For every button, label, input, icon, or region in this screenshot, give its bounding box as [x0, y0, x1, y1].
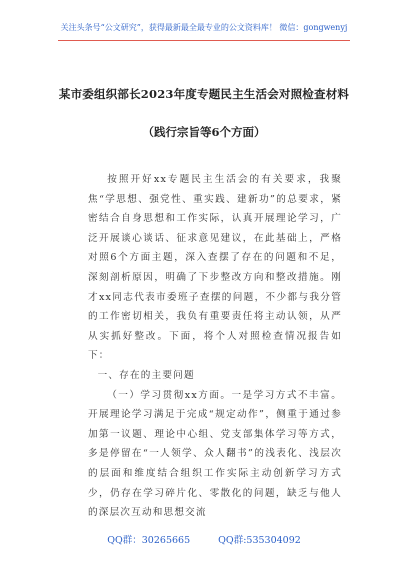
intro-paragraph: 按照开好xx专题民主生活会的有关要求，我聚焦“学思想、强党性、重实践、建新功”的总要求，紧密结合自身思想和工作实际，认真开展理论学习，广泛开展谈心谈话、征求意见建议，在此基础上，严格对照6个方面主题，深入查摆了存在的问题和不足，深刻剖析原因，明确了下步整改方向和整改措施。刚才xx同志代表市委班子查摆的问题，不少都与我分管的工作密切相关，我负有重要责任将主动认领，从严从实抓好整改。下面，将个人对照检查情况报告如下： — [88, 174, 342, 362]
footer-qq-group-1: QQ群：30265665 — [107, 535, 191, 546]
header-banner — [0, 22, 408, 34]
section-heading: 一、存在的主要问题 — [97, 369, 195, 381]
header-banner-text: 关注头条号“公文研究”，获得最新最全最专业的公文资料库！ 微信：gongwenyj — [60, 23, 348, 32]
header-divider — [58, 40, 350, 41]
footer-contact — [0, 532, 408, 546]
subsection-paragraph: （一）学习贯彻xx方面。一是学习方式不丰富。开展理论学习满足于完成“规定动作”，侧重于通过参加第一议题、理论中心组、党支部集体学习等方式，多是停留在“一人领学、众人翻书”的浅表化、浅层次的层面和维度结合组织工作实际主动创新学习方式少，仍存在学习碎片化、零散化的问题，缺乏与他人的深层次互动和思想交流 — [88, 389, 342, 519]
document-body — [88, 170, 342, 523]
document-title: 某市委组织部长2023年度专题民主生活会对照检查材料 — [58, 87, 350, 101]
footer-qq-group-2: QQ群:535304092 — [218, 535, 301, 546]
document-subtitle: （践行宗旨等6个方面） — [142, 125, 266, 139]
